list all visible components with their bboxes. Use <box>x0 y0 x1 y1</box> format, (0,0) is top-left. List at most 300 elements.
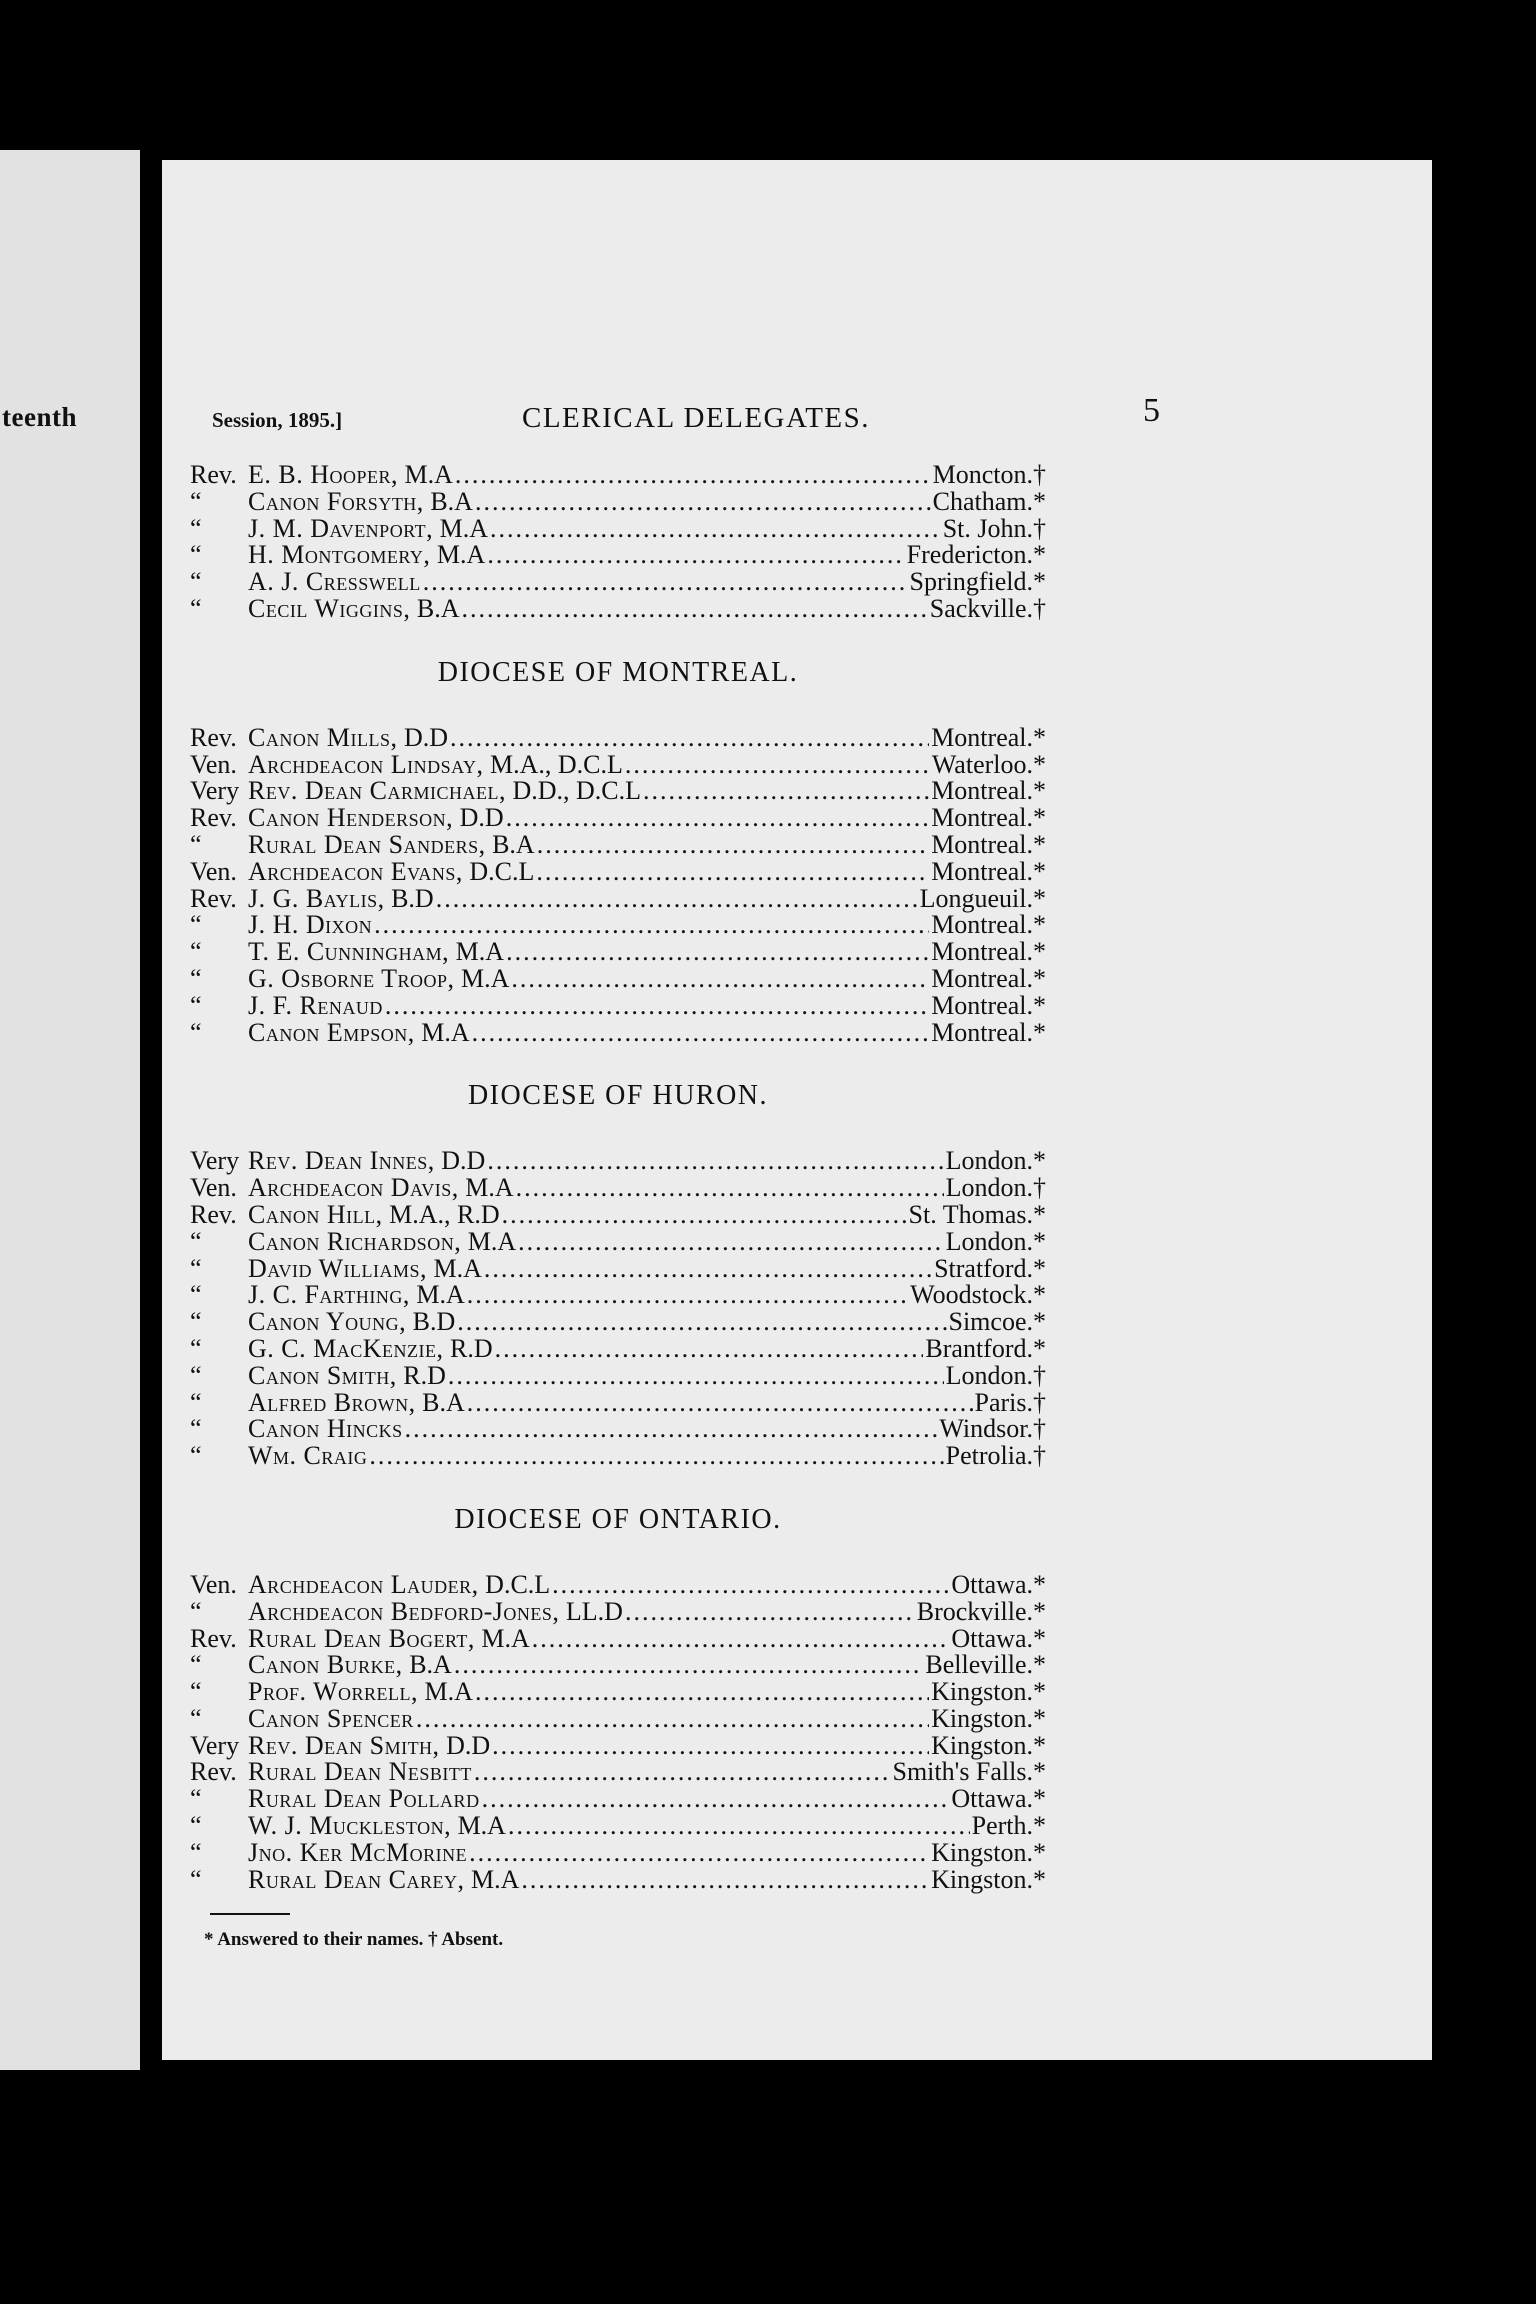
delegate-name: Archdeacon Davis, <box>248 1173 459 1203</box>
dot-leader <box>405 1416 938 1443</box>
delegate-name: Canon Mills, <box>248 722 398 752</box>
entry-prefix: “ <box>190 1360 202 1390</box>
delegate-degree: B.A <box>422 1387 465 1417</box>
delegate-degree: D.D <box>459 803 504 833</box>
dot-leader <box>475 489 931 516</box>
entry-prefix: “ <box>190 1253 202 1283</box>
dot-leader <box>506 805 930 832</box>
delegate-name: J. F. Renaud <box>248 990 383 1020</box>
delegate-entry <box>190 805 1046 832</box>
delegate-place: London.† <box>945 1360 1046 1390</box>
entry-prefix: “ <box>190 1414 202 1444</box>
delegate-name-block <box>248 883 434 913</box>
delegate-name: Rural Dean Nesbitt <box>248 1757 472 1787</box>
delegate-entry <box>190 1387 1046 1417</box>
entry-prefix: Ven. <box>190 1569 237 1599</box>
delegate-name: Alfred Brown, <box>248 1387 416 1417</box>
delegate-place: Perth.* <box>971 1811 1046 1841</box>
delegate-place: Montreal.* <box>931 722 1046 752</box>
page-number-wrap <box>1100 392 1160 442</box>
dot-leader <box>457 1309 946 1336</box>
dot-leader <box>495 1336 924 1363</box>
dot-leader <box>369 1443 943 1470</box>
delegate-entry <box>190 749 1046 779</box>
delegate-entry <box>190 963 1046 993</box>
delegate-degree: M.A <box>424 1677 473 1707</box>
delegate-name-block <box>248 1730 491 1760</box>
delegate-name-block <box>248 1309 455 1336</box>
delegate-entry <box>190 1703 1046 1733</box>
delegate-degree: D.D <box>441 1146 486 1176</box>
delegate-name: Cecil Wiggins, <box>248 593 411 623</box>
dot-leader <box>532 1626 950 1653</box>
delegate-degree: M.A <box>436 540 486 570</box>
dot-leader <box>450 725 929 752</box>
delegate-name: J. C. Farthing, <box>248 1280 410 1310</box>
dot-leader <box>455 462 931 489</box>
delegate-name: Rev. Dean Carmichael, <box>248 776 506 806</box>
delegate-degree: R.D <box>450 1333 493 1363</box>
delegate-name-block <box>248 990 383 1020</box>
delegate-name-block <box>248 1175 514 1202</box>
delegate-place: Montreal.* <box>931 1017 1046 1047</box>
delegate-name: Canon Spencer <box>248 1703 414 1733</box>
entry-prefix: “ <box>190 1837 202 1867</box>
delegate-place: Kingston.* <box>931 1864 1046 1894</box>
delegate-place: Montreal.* <box>931 937 1046 967</box>
first-group-entries <box>190 462 1046 623</box>
delegate-entry <box>190 1360 1046 1390</box>
delegate-name: Canon Richardson, <box>248 1226 462 1256</box>
delegate-entry <box>190 542 1046 569</box>
delegate-name-block <box>248 1017 470 1047</box>
delegate-name-block <box>248 1623 530 1653</box>
delegate-name-block <box>248 1786 480 1813</box>
footnote-rule <box>210 1913 290 1915</box>
delegate-degree: D.C.L <box>485 1569 551 1599</box>
delegate-name-block <box>248 1333 493 1363</box>
delegate-name-block <box>248 939 504 966</box>
dot-leader <box>502 1202 907 1229</box>
delegate-degree: M.A <box>465 1173 514 1203</box>
diocese-section <box>190 1500 1046 1894</box>
delegate-entry <box>190 912 1046 939</box>
delegate-degree: M.A <box>461 963 510 993</box>
delegate-name-block <box>248 593 460 623</box>
delegate-entry <box>190 990 1046 1020</box>
delegate-name-block <box>248 1652 452 1679</box>
delegate-place: Montreal.* <box>931 963 1046 993</box>
delegate-place: Belleville.* <box>925 1650 1046 1680</box>
dot-leader <box>625 1599 915 1626</box>
delegate-degree: M.A., D.C.L <box>490 749 623 779</box>
delegate-name: Rev. Dean Innes, <box>248 1146 435 1176</box>
delegate-name-block <box>248 778 641 805</box>
entry-prefix: “ <box>190 1307 202 1337</box>
dot-leader <box>492 1733 929 1760</box>
delegate-name: J. G. Baylis, <box>248 883 385 913</box>
delegate-place: Brockville.* <box>916 1596 1046 1626</box>
delegate-entry <box>190 593 1046 623</box>
delegate-degree: M.A <box>455 937 505 967</box>
delegate-degree: B.A <box>416 593 460 623</box>
delegate-name: Canon Burke, <box>248 1650 403 1680</box>
delegate-name: Canon Hincks <box>248 1414 403 1444</box>
delegate-degree: M.A., R.D <box>389 1199 500 1229</box>
delegate-place: Montreal.* <box>931 910 1046 940</box>
delegate-name: E. B. Hooper, <box>248 460 399 489</box>
delegate-entry <box>190 722 1046 752</box>
delegate-place: Brantford.* <box>925 1333 1046 1363</box>
delegate-place: Woodstock.* <box>910 1280 1046 1310</box>
delegate-degree: B.A <box>430 486 473 516</box>
delegate-place: Sackville.† <box>929 593 1046 623</box>
delegate-degree: D.D <box>403 722 449 752</box>
entry-prefix: Rev. <box>190 722 237 752</box>
left-page-edge <box>0 150 140 2070</box>
entry-prefix: “ <box>190 990 202 1020</box>
diocese-heading: DIOCESE OF HURON. <box>467 1080 769 1112</box>
delegate-name-block <box>248 1837 468 1867</box>
delegate-entry <box>190 1309 1046 1336</box>
delegate-degree: M.A <box>439 513 489 543</box>
delegate-degree: D.D., D.C.L <box>512 776 642 806</box>
delegate-name: Archdeacon Bedford-Jones, <box>248 1596 560 1626</box>
entry-prefix: “ <box>190 1703 202 1733</box>
delegate-place: Fredericton.* <box>906 540 1046 570</box>
delegate-entry <box>190 939 1046 966</box>
entry-prefix: Rev. <box>190 1623 237 1653</box>
delegate-entry <box>190 883 1046 913</box>
diocese-heading: DIOCESE OF ONTARIO. <box>454 1503 782 1535</box>
delegate-name-block <box>248 513 489 543</box>
delegate-name-block <box>248 1387 465 1417</box>
delegate-entry <box>190 1786 1046 1813</box>
delegate-name-block <box>248 1416 403 1443</box>
delegate-place: St. John.† <box>942 513 1046 543</box>
delegate-name-block <box>248 1253 482 1283</box>
delegate-name: G. Osborne Troop, <box>248 963 455 993</box>
delegate-place: Kingston.* <box>931 1730 1046 1760</box>
delegate-name: Wm. Craig <box>248 1441 368 1471</box>
entry-prefix: Rev. <box>190 1757 237 1787</box>
delegate-degree: M.A <box>404 460 453 489</box>
delegate-entry <box>190 1730 1046 1760</box>
delegate-place: Petrolia.† <box>945 1441 1046 1471</box>
delegate-entry <box>190 462 1046 489</box>
delegate-place: London.† <box>945 1173 1046 1203</box>
delegate-entry <box>190 569 1046 596</box>
delegate-name: Jno. Ker McMorine <box>248 1837 468 1867</box>
session-label: Session, 1895.] <box>212 408 343 432</box>
delegate-entry <box>190 1333 1046 1363</box>
dot-leader <box>374 912 929 939</box>
delegate-name-block <box>248 1226 517 1256</box>
delegate-degree: R.D <box>403 1360 446 1390</box>
delegate-name-block <box>248 1282 465 1309</box>
delegate-name: Rural Dean Sanders, <box>248 829 486 859</box>
delegate-entry <box>190 1175 1046 1202</box>
entry-prefix: Ven. <box>190 856 237 886</box>
entry-prefix: “ <box>190 1677 202 1707</box>
running-header <box>212 402 1132 442</box>
delegate-name-block <box>248 1813 506 1840</box>
dot-leader <box>511 966 929 993</box>
dot-leader <box>537 832 929 859</box>
delegate-place: Springfield.* <box>909 567 1046 597</box>
delegate-name-block <box>248 1679 473 1706</box>
dot-leader <box>521 1867 929 1894</box>
delegate-place: Montreal.* <box>931 776 1046 806</box>
delegate-entry <box>190 1679 1046 1706</box>
delegate-place: Montreal.* <box>931 829 1046 859</box>
delegate-entry <box>190 513 1046 543</box>
delegate-place: St. Thomas.* <box>908 1199 1046 1229</box>
delegate-degree: B.A <box>492 829 535 859</box>
delegate-name: Rural Dean Bogert, <box>248 1623 475 1653</box>
entry-prefix: “ <box>190 593 202 623</box>
delegate-name: Rural Dean Pollard <box>248 1784 480 1814</box>
dot-leader <box>518 1229 944 1256</box>
entry-prefix: “ <box>190 1811 202 1841</box>
entry-prefix: “ <box>190 1226 202 1256</box>
delegate-entry <box>190 1199 1046 1229</box>
delegate-name: Canon Forsyth, <box>248 486 424 516</box>
delegate-place: Ottawa.* <box>951 1623 1046 1653</box>
delegate-entry <box>190 1813 1046 1840</box>
delegate-place: Kingston.* <box>931 1703 1046 1733</box>
diocese-section <box>190 653 1046 1047</box>
entry-prefix: “ <box>190 1017 202 1047</box>
entry-prefix: “ <box>190 1596 202 1626</box>
delegate-place: Stratford.* <box>934 1253 1046 1283</box>
delegate-name-block <box>248 912 372 939</box>
page-number: 5 <box>1143 392 1160 429</box>
delegate-place: Chatham.* <box>932 486 1046 516</box>
delegate-entry <box>190 1569 1046 1599</box>
delegate-name-block <box>248 722 449 752</box>
delegate-entry <box>190 1253 1046 1283</box>
delegate-name-block <box>248 486 473 516</box>
delegate-name: Canon Young, <box>248 1307 407 1337</box>
delegate-degree: M.A <box>481 1623 530 1653</box>
delegate-degree: M.A <box>467 1226 517 1256</box>
delegate-name: J. M. Davenport, <box>248 513 434 543</box>
entry-prefix: Ven. <box>190 749 237 779</box>
delegate-name: J. H. Dixon <box>248 910 373 940</box>
delegate-name: Canon Smith, <box>248 1360 397 1390</box>
entry-prefix: “ <box>190 1441 202 1471</box>
delegate-entry <box>190 1759 1046 1786</box>
entry-prefix: Very <box>190 776 240 806</box>
delegate-name: Canon Empson, <box>248 1017 415 1047</box>
dot-leader <box>454 1652 924 1679</box>
entry-prefix: “ <box>190 1784 202 1814</box>
delegate-place: Kingston.* <box>931 1837 1046 1867</box>
delegate-place: London.* <box>945 1226 1046 1256</box>
delegate-name: Archdeacon Lindsay, <box>248 749 484 779</box>
dot-leader <box>475 1679 929 1706</box>
delegate-name-block <box>248 462 453 489</box>
delegate-name-block <box>248 856 535 886</box>
dot-leader <box>416 1706 929 1733</box>
delegate-place: Montreal.* <box>931 990 1046 1020</box>
dot-leader <box>536 859 929 886</box>
entry-prefix: “ <box>190 910 202 940</box>
delegate-entry <box>190 1623 1046 1653</box>
delegate-entry <box>190 856 1046 886</box>
dot-leader <box>487 1148 943 1175</box>
delegate-list <box>190 462 1046 1951</box>
dot-leader <box>625 752 930 779</box>
delegate-entry <box>190 1443 1046 1470</box>
delegate-place: Longueuil.* <box>919 883 1046 913</box>
delegate-name: Canon Henderson, <box>248 803 454 833</box>
delegate-degree: B.D <box>412 1307 456 1337</box>
delegate-entry <box>190 829 1046 859</box>
delegate-name-block <box>248 749 623 779</box>
delegate-name-block <box>248 1360 446 1390</box>
delegate-entry <box>190 1148 1046 1175</box>
delegate-entry <box>190 1416 1046 1443</box>
delegate-entry <box>190 1596 1046 1626</box>
delegate-degree: LL.D <box>565 1596 623 1626</box>
dot-leader <box>490 516 941 543</box>
diocese-sections <box>190 653 1046 1894</box>
dot-leader <box>423 569 908 596</box>
delegate-name-block <box>248 1596 623 1626</box>
delegate-name-block <box>248 1148 485 1175</box>
dot-leader <box>385 993 929 1020</box>
delegate-name: Archdeacon Lauder, <box>248 1569 479 1599</box>
entry-prefix: “ <box>190 963 202 993</box>
delegate-degree: M.A <box>433 1253 482 1283</box>
delegate-entry <box>190 778 1046 805</box>
footnote: * Answered to their names. † Absent. <box>204 1929 504 1951</box>
book-gutter <box>140 150 162 2070</box>
dot-leader <box>467 1390 973 1417</box>
delegate-degree: M.A <box>421 1017 470 1047</box>
dot-leader <box>487 542 904 569</box>
page-title: CLERICAL DELEGATES. <box>522 402 871 434</box>
delegate-entry <box>190 1864 1046 1894</box>
delegate-degree: D.C.L <box>469 856 535 886</box>
delegate-place: Montreal.* <box>931 856 1046 886</box>
delegate-name-block <box>248 569 421 596</box>
delegate-name: W. J. Muckleston, <box>248 1811 452 1841</box>
dot-leader <box>643 778 929 805</box>
delegate-name-block <box>248 542 485 569</box>
dot-leader <box>469 1840 929 1867</box>
diocese-section <box>190 1076 1046 1470</box>
delegate-name-block <box>248 963 510 993</box>
entry-prefix: Very <box>190 1730 240 1760</box>
dot-leader <box>508 1813 970 1840</box>
entry-prefix: Rev. <box>190 1199 237 1229</box>
dot-leader <box>482 1786 950 1813</box>
dot-leader <box>467 1282 908 1309</box>
delegate-name: G. C. MacKenzie, <box>248 1333 444 1363</box>
delegate-place: Kingston.* <box>931 1677 1046 1707</box>
delegate-place: Moncton.† <box>932 460 1046 489</box>
entry-prefix: “ <box>190 567 202 597</box>
delegate-place: Windsor.† <box>939 1414 1046 1444</box>
diocese-heading: DIOCESE OF MONTREAL. <box>437 656 799 688</box>
delegate-name: Canon Hill, <box>248 1199 383 1229</box>
delegate-place: Simcoe.* <box>948 1307 1046 1337</box>
entry-prefix: Rev. <box>190 803 237 833</box>
entry-prefix: “ <box>190 1280 202 1310</box>
entry-prefix: “ <box>190 540 202 570</box>
dot-leader <box>516 1175 944 1202</box>
delegate-name-block <box>248 829 535 859</box>
entry-prefix: Rev. <box>190 460 237 489</box>
entry-prefix: Ven. <box>190 1173 237 1203</box>
delegate-entry <box>190 1652 1046 1679</box>
entry-prefix: Rev. <box>190 883 237 913</box>
delegate-degree: M.A <box>416 1280 465 1310</box>
entry-prefix: “ <box>190 1650 202 1680</box>
delegate-name: Rev. Dean Smith, <box>248 1730 440 1760</box>
delegate-name-block <box>248 1703 414 1733</box>
entry-prefix: “ <box>190 829 202 859</box>
delegate-place: Paris.† <box>974 1387 1046 1417</box>
delegate-name: A. J. Cresswell <box>248 567 421 597</box>
delegate-name-block <box>248 1864 520 1894</box>
dot-leader <box>474 1759 891 1786</box>
dot-leader <box>506 939 929 966</box>
delegate-name: Rural Dean Carey, <box>248 1864 465 1894</box>
delegate-place: London.* <box>945 1146 1046 1176</box>
delegate-place: Montreal.* <box>931 803 1046 833</box>
delegate-entry <box>190 1282 1046 1309</box>
delegate-degree: D.D <box>446 1730 491 1760</box>
delegate-entry <box>190 486 1046 516</box>
dot-leader <box>484 1256 932 1283</box>
delegate-name-block <box>248 805 504 832</box>
left-page-running-word: teenth <box>2 402 77 432</box>
entry-prefix: “ <box>190 1864 202 1894</box>
delegate-entry <box>190 1017 1046 1047</box>
delegate-name-block <box>248 1443 367 1470</box>
delegate-degree: B.D <box>391 883 434 913</box>
delegate-place: Ottawa.* <box>951 1569 1046 1599</box>
delegate-name: Prof. Worrell, <box>248 1677 419 1707</box>
dot-leader <box>462 596 928 623</box>
delegate-place: Ottawa.* <box>951 1784 1046 1814</box>
delegate-name-block <box>248 1199 500 1229</box>
delegate-degree: M.A <box>457 1811 506 1841</box>
entry-prefix: Very <box>190 1146 240 1176</box>
delegate-entry <box>190 1837 1046 1867</box>
delegate-name: H. Montgomery, <box>248 540 431 570</box>
delegate-name: T. E. Cunningham, <box>248 937 450 967</box>
entry-prefix: “ <box>190 1333 202 1363</box>
delegate-place: Smith's Falls.* <box>892 1757 1046 1787</box>
entry-prefix: “ <box>190 937 202 967</box>
dot-leader <box>436 886 918 913</box>
delegate-place: Waterloo.* <box>931 749 1046 779</box>
entry-prefix: “ <box>190 513 202 543</box>
entry-prefix: “ <box>190 1387 202 1417</box>
delegate-entry <box>190 1226 1046 1256</box>
delegate-degree: M.A <box>470 1864 520 1894</box>
entry-prefix: “ <box>190 486 202 516</box>
dot-leader <box>472 1020 930 1047</box>
dot-leader <box>448 1363 944 1390</box>
delegate-name-block <box>248 1569 551 1599</box>
delegate-name: Archdeacon Evans, <box>248 856 463 886</box>
